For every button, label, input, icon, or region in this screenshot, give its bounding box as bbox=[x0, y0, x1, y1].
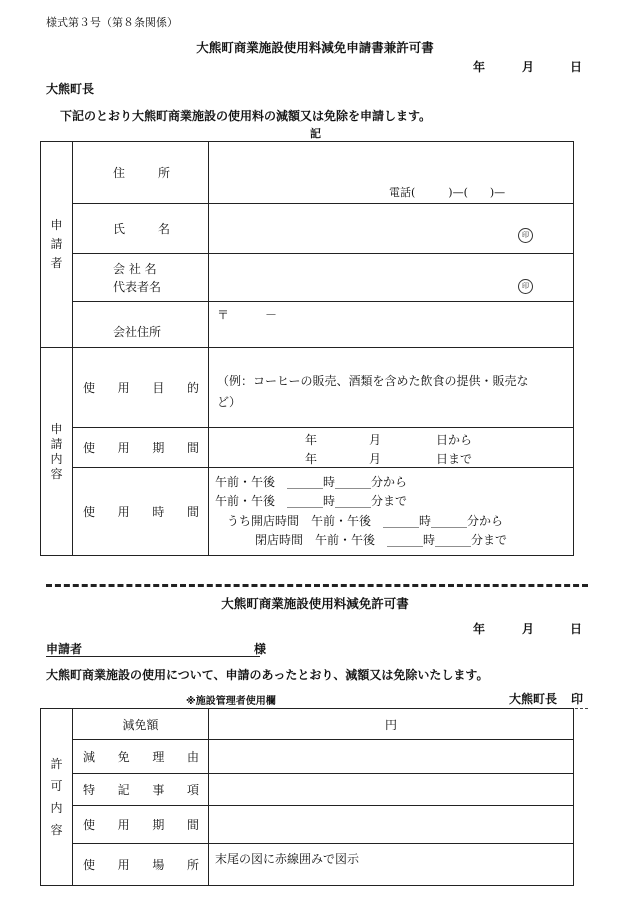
period-from-day: 日から bbox=[436, 433, 473, 447]
request-group-label: 申 請 内 容 bbox=[41, 348, 73, 556]
permit-period-field[interactable] bbox=[209, 806, 574, 844]
form2-applicant-label: 申請者 bbox=[46, 642, 83, 656]
purpose-field[interactable] bbox=[209, 348, 574, 428]
name-label: 氏 名 bbox=[73, 204, 209, 254]
honorific: 様 bbox=[254, 642, 267, 656]
period-to-day: 日まで bbox=[436, 452, 473, 466]
time-line-1: 午前・午後 ______時______分から bbox=[215, 474, 408, 489]
reason-field[interactable] bbox=[209, 740, 574, 774]
form2-date-month: 月 bbox=[522, 622, 535, 636]
time-label: 使 用 時 間 bbox=[73, 468, 209, 556]
name-field[interactable] bbox=[209, 204, 574, 254]
form2-title: 大熊町商業施設使用料減免許可書 bbox=[221, 596, 409, 611]
form-number: 様式第３号（第８条関係） bbox=[46, 16, 178, 29]
time-line-4: 閉店時間 午前・午後 ______時______分まで bbox=[255, 533, 508, 547]
cut-line bbox=[46, 584, 588, 587]
application-table bbox=[40, 141, 574, 556]
reduction-label: 減免額 bbox=[73, 709, 209, 740]
permit-period-label: 使 用 期 間 bbox=[73, 806, 209, 844]
place-value: 末尾の図に赤線囲みで図示 bbox=[215, 852, 360, 866]
permit-statement: 大熊町商業施設の使用について、申請のあったとおり、減額又は免除いたします。 bbox=[46, 668, 489, 682]
place-field[interactable] bbox=[209, 844, 574, 886]
period-label: 使 用 期 間 bbox=[73, 428, 209, 468]
admin-note: ※施設管理者使用欄 bbox=[186, 696, 276, 707]
reason-label: 減 免 理 由 bbox=[73, 740, 209, 774]
company-label: 会 社 名 代表者名 bbox=[73, 254, 209, 302]
phone-text: 電話( )—( )— bbox=[389, 186, 506, 199]
applicant-underline bbox=[46, 656, 260, 657]
signatory: 大熊町長 bbox=[509, 692, 558, 706]
seal-mark-company: 印 bbox=[518, 279, 533, 294]
addressee: 大熊町長 bbox=[46, 82, 95, 96]
purpose-example-2: ど） bbox=[217, 394, 242, 409]
yen-unit: 円 bbox=[384, 717, 397, 732]
time-line-3: うち開店時間 午前・午後 ______時______分から bbox=[227, 513, 504, 528]
reduction-amount-field[interactable] bbox=[209, 709, 574, 740]
intro-text: 下記のとおり大熊町商業施設の使用料の減額又は免除を申請します。 bbox=[60, 109, 432, 123]
date-year: 年 bbox=[473, 60, 486, 74]
company-address-label: 会社住所 bbox=[73, 302, 209, 348]
date-month: 月 bbox=[522, 60, 535, 74]
postal-mark: 〒 － bbox=[217, 308, 278, 322]
seal-mark-name: 印 bbox=[518, 228, 533, 243]
permit-table bbox=[40, 708, 574, 886]
period-field[interactable] bbox=[209, 428, 574, 468]
company-field[interactable] bbox=[209, 254, 574, 302]
ki-label: 記 bbox=[310, 127, 321, 140]
address-field[interactable] bbox=[209, 142, 574, 204]
period-from-year: 年 bbox=[305, 433, 318, 447]
period-to-month: 月 bbox=[369, 452, 382, 466]
signatory-seal: 印 bbox=[571, 692, 584, 706]
purpose-label: 使 用 目 的 bbox=[73, 348, 209, 428]
purpose-example-1: （例：コーヒーの販売、酒類を含めた飲食の提供・販売な bbox=[217, 373, 529, 388]
date-day: 日 bbox=[570, 60, 583, 74]
period-to-year: 年 bbox=[305, 452, 318, 466]
address-label: 住 所 bbox=[73, 142, 209, 204]
special-field[interactable] bbox=[209, 774, 574, 806]
company-address-field[interactable] bbox=[209, 302, 574, 348]
special-label: 特 記 事 項 bbox=[73, 774, 209, 806]
time-field[interactable] bbox=[209, 468, 574, 556]
form2-date-day: 日 bbox=[570, 622, 583, 636]
time-line-2: 午前・午後 ______時______分まで bbox=[215, 494, 408, 508]
place-label: 使 用 場 所 bbox=[73, 844, 209, 886]
applicant-group-label: 申 請 者 bbox=[41, 142, 73, 348]
period-from-month: 月 bbox=[369, 433, 382, 447]
form2-date-year: 年 bbox=[473, 622, 486, 636]
permit-group-label: 許 可 内 容 bbox=[41, 709, 73, 886]
form1-title: 大熊町商業施設使用料減免申請書兼許可書 bbox=[196, 40, 434, 55]
